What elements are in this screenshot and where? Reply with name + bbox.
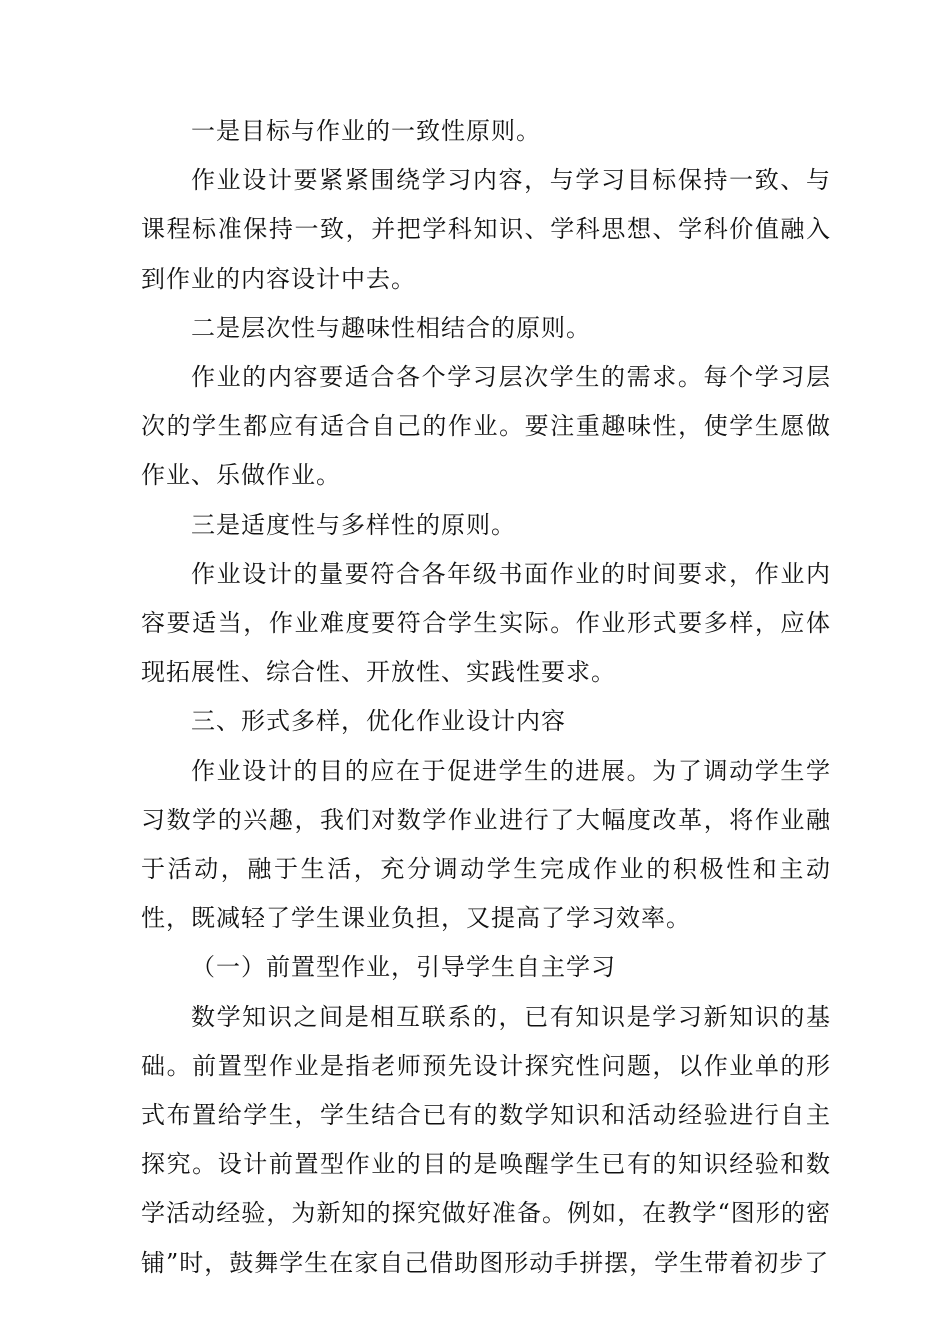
subsection-1-paragraph: 数学知识之间是相互联系的，已有知识是学习新知识的基础。前置型作业是指老师预先设计探究性问题，以作业单的形式布置给学生，学生结合已有的数学知识和活动经验进行自主探究。设计前置型作业的目的是唤醒学生已有的知识经验和数学活动经验，为新知的探究做好准备。例如，在教学“图形的密铺”时，鼓舞学生在家自己借助图形动手拼摆，学生带着初步了 xyxy=(141,1002,831,1277)
principle-2-paragraph: 作业的内容要适合各个学习层次学生的需求。每个学习层次的学生都应有适合自己的作业。要注重趣味性，使学生愿做作业、乐做作业。 xyxy=(141,363,831,490)
section-3-heading: 三、形式多样，优化作业设计内容 xyxy=(191,707,566,736)
principle-3-paragraph: 作业设计的量要符合各年级书面作业的时间要求，作业内容要适当，作业难度要符合学生实际。作业形式要多样，应体现拓展性、综合性、开放性、实践性要求。 xyxy=(141,559,831,687)
principle-1-heading: 一是目标与作业的一致性原则。 xyxy=(191,117,541,145)
principle-1-paragraph: 作业设计要紧紧围绕学习内容，与学习目标保持一致、与课程标准保持一致，并把学科知识、学科思想、学科价值融入到作业的内容设计中去。 xyxy=(141,166,831,293)
principle-2-heading: 二是层次性与趣味性相结合的原则。 xyxy=(191,313,591,342)
principle-3-heading: 三是适度性与多样性的原则。 xyxy=(191,510,516,539)
document-body xyxy=(141,107,831,1288)
subsection-1-heading: （一）前置型作业，引导学生自主学习 xyxy=(191,953,616,982)
section-3-paragraph: 作业设计的目的应在于促进学生的进展。为了调动学生学习数学的兴趣，我们对数学作业进行了大幅度改革，将作业融于活动，融于生活，充分调动学生完成作业的积极性和主动性，既减轻了学生课业负担，又提高了学习效率。 xyxy=(141,756,831,933)
